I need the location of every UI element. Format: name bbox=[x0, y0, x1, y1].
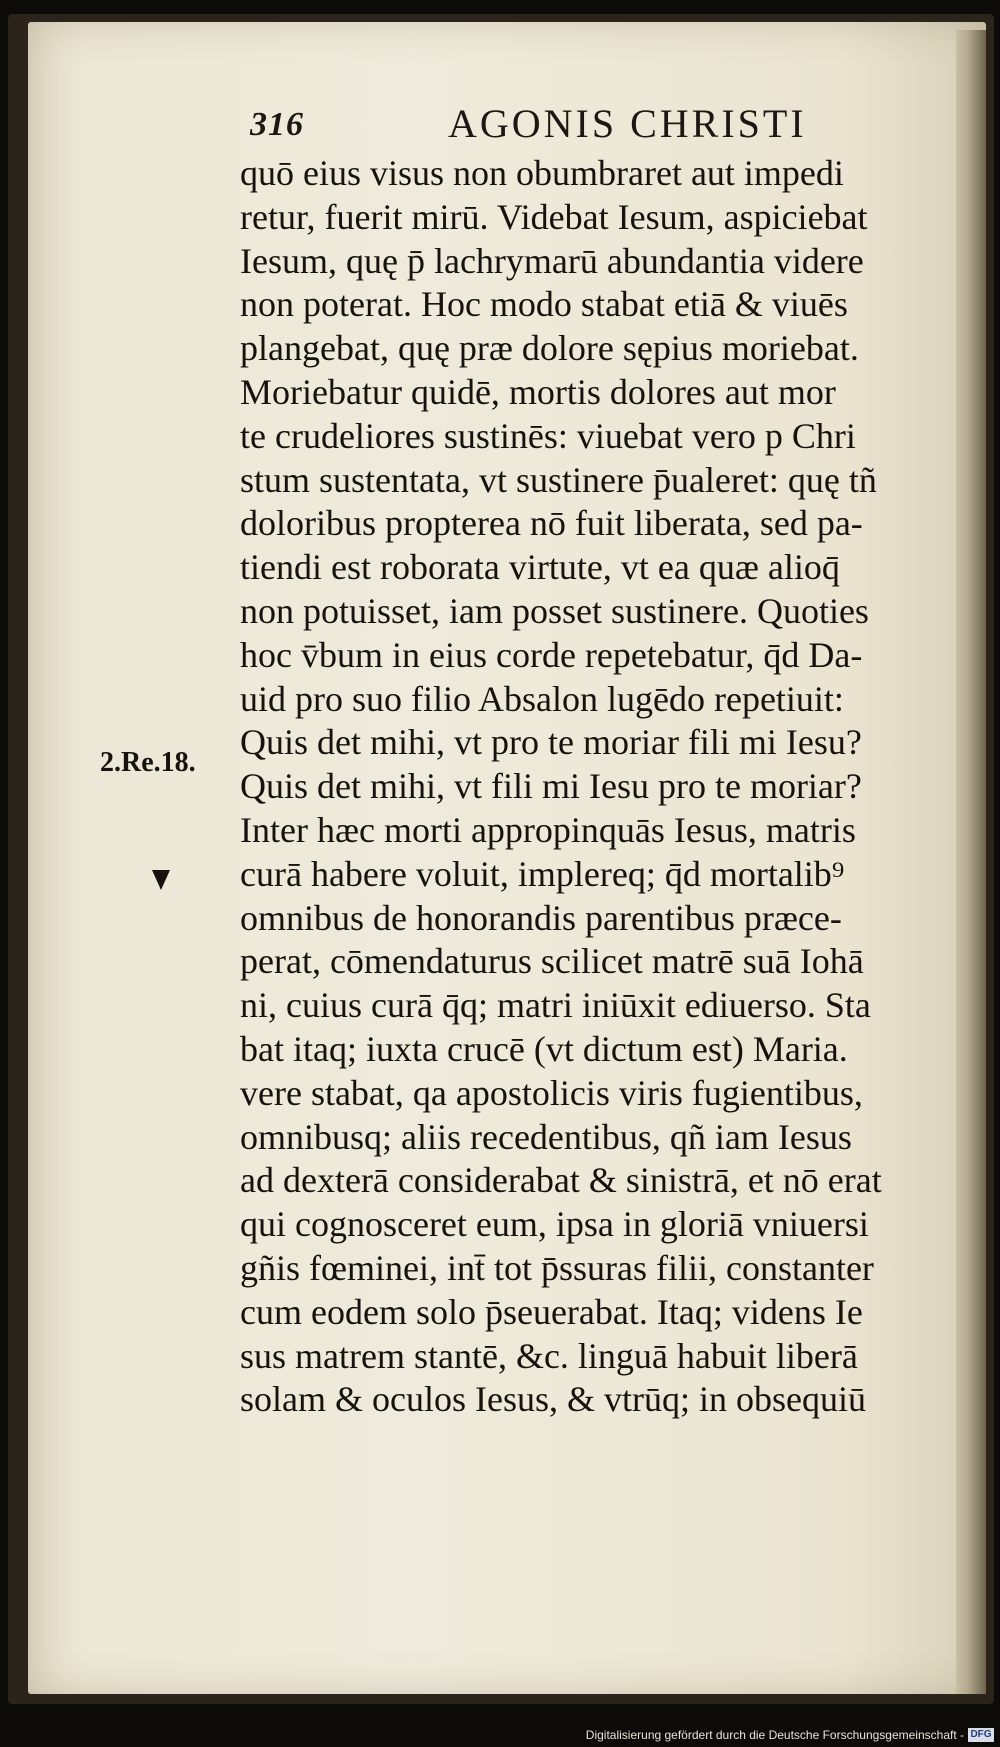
text-line: Quis det mihi, vt pro te moriar fili mi Iesu? bbox=[240, 722, 862, 763]
digitization-credit: Digitalisierung gefördert durch die Deutsche Forschungsgemeinschaft - bbox=[585, 1728, 964, 1742]
text-line: tiendi est roborata virtute, vt ea quæ alioq̄ bbox=[240, 547, 840, 588]
body-text bbox=[240, 152, 940, 1422]
text-line: doloribus propterea nō fuit liberata, sed pa- bbox=[240, 503, 863, 544]
text-line: uid pro suo filio Absalon lugēdo repetiuit: bbox=[240, 678, 844, 719]
dfg-logo: DFG bbox=[968, 1728, 994, 1742]
margin-pointer-icon bbox=[152, 870, 170, 890]
page-number: 316 bbox=[250, 106, 304, 143]
text-line: te crudeliores sustinēs: viuebat vero p Chri bbox=[240, 415, 856, 456]
text-line: ad dexterā considerabat & sinistrā, et nō erat bbox=[240, 1160, 882, 1201]
text-line: omnibusq; aliis recedentibus, qñ iam Iesus bbox=[240, 1116, 852, 1157]
text-line: quō eius visus non obumbraret aut impedi bbox=[240, 153, 844, 193]
text-line: omnibus de honorandis parentibus præce- bbox=[240, 897, 842, 938]
text-line: Inter hæc morti appropinquās Iesus, matris bbox=[240, 809, 856, 850]
text-line: ni, cuius curā q̄q; matri iniūxit ediuerso. Sta bbox=[240, 985, 871, 1026]
text-line: non poterat. Hoc modo stabat etiā & viuēs bbox=[240, 284, 848, 325]
text-line: Moriebatur quidē, mortis dolores aut mor bbox=[240, 371, 836, 412]
text-line: qui cognosceret eum, ipsa in gloriā vniuersi bbox=[240, 1204, 869, 1245]
text-line: curā habere voluit, implereq; q̄d mortalib⁹ bbox=[240, 853, 845, 894]
page-header bbox=[250, 100, 870, 156]
text-line: gñis fœminei, int̄ tot p̄ssuras filii, constanter bbox=[240, 1247, 874, 1288]
text-line: solam & oculos Iesus, & vtrūq; in obsequiū bbox=[240, 1379, 866, 1420]
page-edge bbox=[956, 30, 986, 1694]
digitization-footer bbox=[0, 1726, 1000, 1747]
text-line: cum eodem solo p̄seuerabat. Itaq; videns Ie bbox=[240, 1291, 863, 1332]
text-line: plangebat, quę præ dolore sępius moriebat. bbox=[240, 328, 859, 369]
text-line: retur, fuerit mirū. Videbat Iesum, aspiciebat bbox=[240, 196, 868, 237]
text-line: hoc v̄bum in eius corde repetebatur, q̄d Da- bbox=[240, 634, 863, 675]
margin-reference: 2.Re.18. bbox=[100, 747, 196, 778]
text-line: Quis det mihi, vt fili mi Iesu pro te moriar? bbox=[240, 766, 862, 807]
text-line: sus matrem stantē, &c. linguā habuit liberā bbox=[240, 1335, 858, 1376]
text-line: vere stabat, qa apostolicis viris fugientibus, bbox=[240, 1072, 863, 1113]
text-line: non potuisset, iam posset sustinere. Quoties bbox=[240, 590, 869, 631]
text-line: perat, cōmendaturus scilicet matrē suā Iohā bbox=[240, 941, 864, 982]
text-line: Iesum, quę p̄ lachrymarū abundantia videre bbox=[240, 240, 864, 281]
text-line: bat itaq; iuxta crucē (vt dictum est) Maria. bbox=[240, 1028, 848, 1069]
text-line: stum sustentata, vt sustinere p̄ualeret: quę tñ bbox=[240, 459, 877, 500]
running-head: AGONIS CHRISTI bbox=[448, 101, 807, 146]
